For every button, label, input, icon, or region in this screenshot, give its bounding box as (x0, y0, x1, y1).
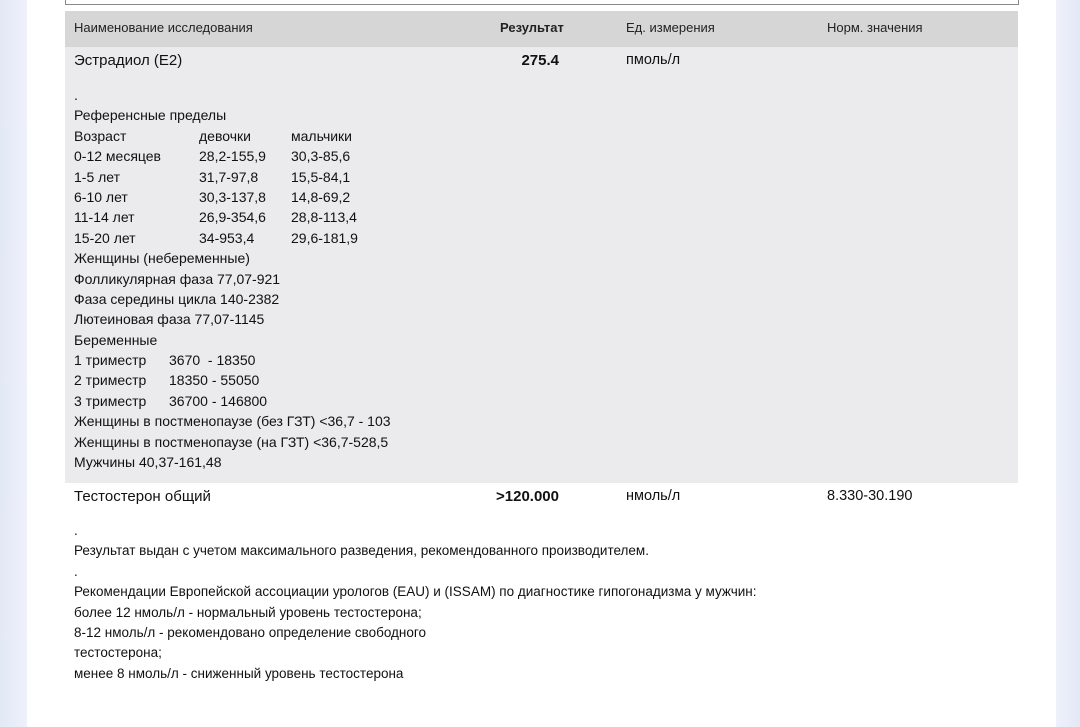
reference-notes (74, 85, 391, 472)
note-line: Результат выдан с учетом максимального разведения, рекомендованного производителем. (74, 543, 649, 559)
table-row-estradiol (65, 47, 1018, 483)
header-name: Наименование исследования (74, 20, 253, 35)
note-line: менее 8 нмоль/л - сниженный уровень тестостерона (74, 665, 404, 681)
cell: 28,8-113,4 (291, 209, 357, 226)
note-line: . (74, 523, 78, 538)
age-header (74, 126, 391, 146)
note-line: более 12 нмоль/л - нормальный уровень тестостерона; (74, 604, 422, 620)
cell: 0-12 месяцев (74, 148, 161, 165)
cell: 15,5-84,1 (291, 168, 351, 185)
age-row (74, 167, 391, 187)
note-line: . (74, 563, 78, 579)
test-name: Эстрадиол (E2) (74, 52, 183, 69)
note-line: Лютеиновая фаза 77,07-1145 (74, 311, 265, 328)
cell: 18350 - 55050 (169, 372, 260, 389)
cell: 3670 - 18350 (169, 352, 256, 369)
note-line: Женщины в постменопаузе (без ГЗТ) <36,7 - 103 (74, 413, 391, 430)
note-line: Фолликулярная фаза 77,07-921 (74, 270, 281, 287)
cell: 6-10 лет (74, 188, 128, 205)
note-line: Рекомендации Европейской ассоциации урологов (EAU) и (ISSAM) по диагностике гипогонадизма у мужчин: (74, 584, 757, 600)
previous-section-box (65, 0, 1019, 5)
test-name: Тестостерон общий (74, 488, 211, 505)
age-row (74, 187, 391, 207)
cell: 2 триместр (74, 372, 147, 389)
cell: 1 триместр (74, 352, 147, 369)
age-row (74, 228, 391, 248)
note-line: Фаза середины цикла 140-2382 (74, 290, 280, 307)
cell: 3 триместр (74, 392, 147, 409)
testosterone-notes (74, 521, 757, 684)
cell: 15-20 лет (74, 229, 136, 246)
cell: Возраст (74, 127, 127, 144)
note-line: 8-12 нмоль/л - рекомендовано определение свободного (74, 624, 427, 640)
cell: 36700 - 146800 (169, 392, 268, 409)
cell: 29,6-181,9 (291, 229, 358, 246)
age-row (74, 146, 391, 166)
pregnant-row (74, 391, 391, 411)
cell: 30,3-137,8 (199, 188, 266, 205)
cell: 30,3-85,6 (291, 148, 351, 165)
cell: 26,9-354,6 (199, 209, 266, 226)
cell: девочки (199, 127, 251, 144)
note-line: тестостерона; (74, 645, 162, 661)
table-header (65, 11, 1018, 47)
table-row-testosterone (65, 483, 1018, 693)
cell: 34-953,4 (199, 229, 255, 246)
pregnant-row (74, 370, 391, 390)
note-line: Мужчины 40,37-161,48 (74, 454, 222, 471)
note-line: Беременные (74, 331, 158, 348)
cell: 14,8-69,2 (291, 188, 351, 205)
test-norm: 8.330-30.190 (827, 488, 913, 504)
header-result: Результат (500, 20, 564, 35)
header-norm: Норм. значения (827, 20, 923, 35)
cell: 11-14 лет (74, 209, 135, 226)
pregnant-row (74, 350, 391, 370)
note-line: Референсные пределы (74, 107, 227, 124)
test-result: >120.000 (496, 488, 559, 505)
age-row (74, 207, 391, 227)
cell: 31,7-97,8 (199, 168, 259, 185)
header-unit: Ед. измерения (626, 20, 715, 35)
cell: 1-5 лет (74, 168, 121, 185)
note-line: Женщины в постменопаузе (на ГЗТ) <36,7-528,5 (74, 433, 389, 450)
test-result: 275.4 (521, 52, 559, 69)
cell: 28,2-155,9 (199, 148, 266, 165)
cell: мальчики (291, 127, 352, 144)
note-line: . (74, 87, 78, 103)
test-unit: нмоль/л (626, 488, 681, 504)
test-unit: пмоль/л (626, 52, 681, 68)
note-line: Женщины (небеременные) (74, 250, 250, 267)
